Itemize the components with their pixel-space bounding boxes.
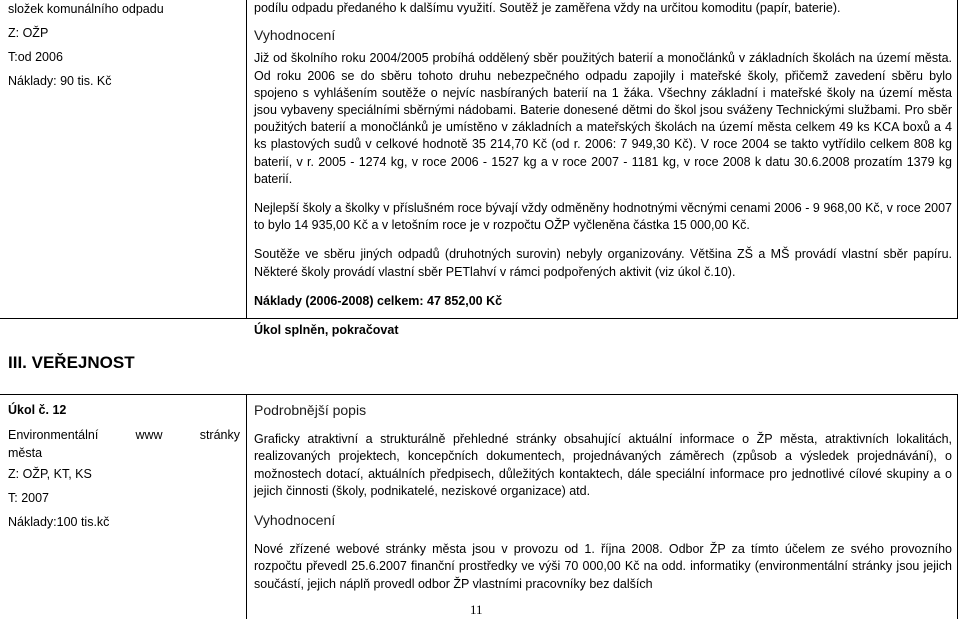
description-heading: Podrobnější popis xyxy=(254,402,367,418)
responsible: Z: OŽP xyxy=(8,26,49,40)
column-divider xyxy=(246,0,247,318)
costs: Náklady: 90 tis. Kč xyxy=(8,74,112,88)
evaluation-paragraph: Již od školního roku 2004/2005 probíhá oddělený sběr použitých baterií a monočlánků v základních školách na území města. Od roku 2006 se do sběru tohoto druhu nebezpečného odpadu zapojily i mateřské školy, přičemž zavedení sběru bylo spojeno s vyhlášením soutěže o nejvíc nasbíraných baterií na 1 žáka. Všechny základní i mateřské školy na území města jsou vybaveny speciálními sběrnými nádobami. Baterie donesené dětmi do škol jsou sváženy Technickými službami. Pro sběr použitých baterií a monočlánků je umístěno v základních a mateřských školách na území města celkem 49 ks KCA boxů a 4 ks plastových sudů v celkové hodnotě 35 214,70 Kč (od r. 2006: 7 949,30 Kč). V roce 2004 se takto vytřídilo celkem 808 kg baterií, v r. 2005 - 1274 kg, v roce 2006 - 1527 kg a v roce 2007 - 1181 kg, v roce 2008 k datu 30.6.2008 prozatím 1379 kg baterií. xyxy=(254,51,952,186)
total-costs: Náklady (2006-2008) celkem: 47 852,00 Kč xyxy=(254,293,503,308)
costs: Náklady:100 tis.kč xyxy=(8,515,110,529)
task-name-line1 xyxy=(8,426,240,444)
task-number: Úkol č. 12 xyxy=(8,403,67,417)
term: T: 2007 xyxy=(8,491,50,505)
top-right-cell xyxy=(254,0,952,339)
evaluation-paragraph: Nové zřízené webové stránky města jsou v provozu od 1. října 2008. Odbor ŽP za tímto účelem ze svého provozního rozpočtu převedl 25.6.2007 finanční prostředky ve výši 70 000,00 Kč na odd. informatiky (environmentální stránky jsou jejich součástí, jejich náplň provedl odbor ŽP vlastními pracovníky bez dalších xyxy=(254,542,952,591)
evaluation-heading: Vyhodnocení xyxy=(254,27,336,44)
bottom-right-cell xyxy=(254,402,952,593)
section-title: III. VEŘEJNOST xyxy=(8,353,135,372)
task-name-word: Environmentální xyxy=(8,428,99,442)
bottom-left-cell xyxy=(8,398,240,534)
task-name-continued: složek komunálního odpadu xyxy=(8,2,164,16)
other-collection-paragraph: Soutěže ve sběru jiných odpadů (druhotných surovin) nebyly organizovány. Většina ZŠ a MŠ provádí vlastní sběr papíru. Některé školy provádí vlastní sběr PETlahví v rámci podpořených aktivit (viz úkol č.10). xyxy=(254,247,952,279)
task-name-line2: města xyxy=(8,446,43,460)
task-status: Úkol splněn, pokračovat xyxy=(254,323,399,338)
evaluation-heading: Vyhodnocení xyxy=(254,512,336,529)
page-number: 11 xyxy=(470,602,483,617)
column-divider xyxy=(246,395,247,619)
intro-line: podílu odpadu předaného k dalšímu využití. Soutěž je zaměřena vždy na určitou komoditu (papír, baterie). xyxy=(254,1,841,15)
description-paragraph: Graficky atraktivní a strukturálně přehledné stránky obsahující aktuální informace o ŽP města, atraktivních lokalitách, realizovaných projektech, koncepčních dokumentech, projednávaných záměrech (způsob a výsledek projednávání), o možnostech dotací, aktuálních předpisech, důležitých kontaktech, dále speciální informace pro jednotlivé cílové skupiny a o jejich činnosti (školy, podnikatelé, neziskové organizace) atd. xyxy=(254,432,952,498)
term: T:od 2006 xyxy=(8,50,63,64)
task-name-word: www xyxy=(135,428,163,442)
task-name-word: stránky xyxy=(199,428,240,442)
awards-paragraph: Nejlepší školy a školky v příslušném roce bývají vždy odměněny hodnotnými věcnými cenami 2006 - 9 968,00 Kč, v roce 2007 to bylo 14 935,00 Kč a v letošním roce je v rozpočtu OŽP vyčleněna částka 15 000,00 Kč. xyxy=(254,201,952,233)
responsible: Z: OŽP, KT, KS xyxy=(8,467,92,481)
top-left-cell xyxy=(8,0,240,93)
